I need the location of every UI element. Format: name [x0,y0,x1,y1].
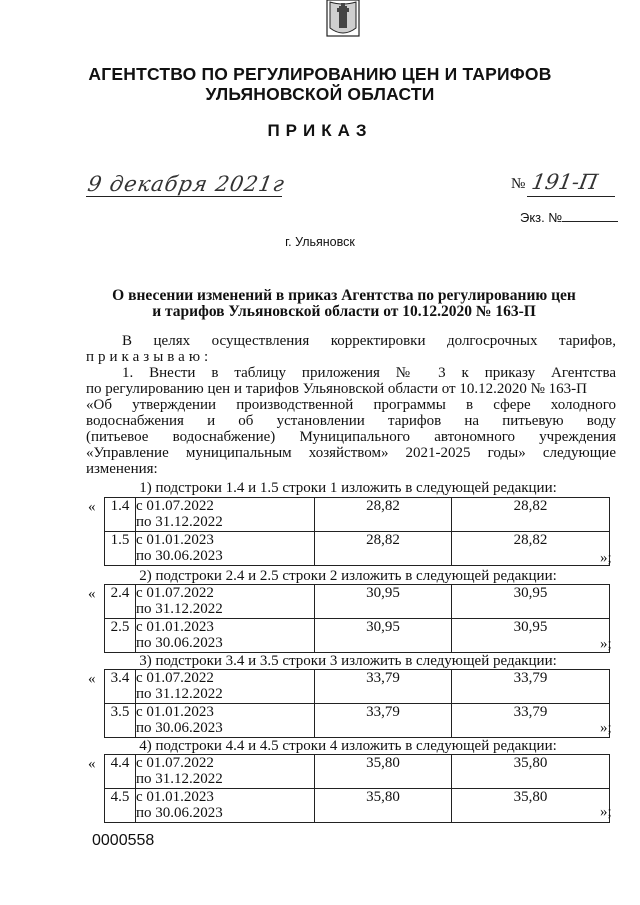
period-start: с 01.07.2022 [136,498,214,514]
close-quote: »; [600,720,612,736]
item1-line2: по регулированию цен и тарифов Ульяновской области от 10.12.2020 № 163-П [86,381,587,397]
document-type: ПРИКАЗ [267,121,373,140]
tariff-value: 35,80 [315,755,452,789]
subsection-heading: 4) подстроки 4.4 и 4.5 строки 4 изложить в следующей редакции: [139,738,557,754]
document-serial-number: 0000558 [92,832,155,849]
table-row [105,670,610,704]
tariff-value: 35,80 [452,789,610,823]
period-end: по 30.06.2023 [136,720,223,736]
period-start: с 01.07.2022 [136,585,214,601]
period-end: по 30.06.2023 [136,548,223,564]
open-quote: « [88,756,96,772]
tariff-table [104,584,610,653]
period-start: с 01.01.2023 [136,789,214,805]
tariff-value: 30,95 [315,585,452,619]
item1-line3: «Об утверждении производственной программы в сфере холодного [86,397,616,413]
tariff-value: 28,82 [452,532,610,566]
subject-line2: и тарифов Ульяновской области от 10.12.2020 № 163-П [152,303,536,320]
tariff-value: 28,82 [452,498,610,532]
period-end: по 31.12.2022 [136,514,223,530]
table-row [105,789,610,823]
close-quote: »; [600,804,612,820]
row-number: 2.5 [105,619,136,653]
row-number: 2.4 [105,585,136,619]
period-cell [136,704,315,738]
handwritten-number: 191-П [529,170,600,194]
open-quote: « [88,671,96,687]
copy-number-label: Экз. № [520,210,563,225]
tariff-value: 30,95 [452,619,610,653]
table-row [105,498,610,532]
tariff-value: 35,80 [452,755,610,789]
agency-name-line1: АГЕНТСТВО ПО РЕГУЛИРОВАНИЮ ЦЕН И ТАРИФОВ [88,64,552,84]
period-end: по 31.12.2022 [136,601,223,617]
table-row [105,755,610,789]
city: г. Ульяновск [285,235,355,249]
tariff-value: 33,79 [452,670,610,704]
table-row [105,619,610,653]
tariff-table [104,754,610,823]
row-number: 1.4 [105,498,136,532]
open-quote: « [88,586,96,602]
period-cell [136,498,315,532]
period-cell [136,619,315,653]
tariff-value: 33,79 [315,670,452,704]
row-number: 4.4 [105,755,136,789]
intro-line2: приказываю: [86,349,213,365]
copy-number-field [520,210,618,225]
open-quote: « [88,499,96,515]
period-cell [136,755,315,789]
intro-line1: В целях осуществления корректировки долгосрочных тарифов, [122,333,616,349]
item1-line5: (питьевое водоснабжение) Муниципального автономного учреждения [86,429,616,445]
agency-name-line2: УЛЬЯНОВСКОЙ ОБЛАСТИ [205,84,435,104]
table-row [105,704,610,738]
period-cell [136,670,315,704]
close-quote: »; [600,636,612,652]
tariff-value: 30,95 [315,619,452,653]
subject-line1: О внесении изменений в приказ Агентства по регулированию цен [112,287,576,304]
period-end: по 31.12.2022 [136,686,223,702]
item1-line1: 1. Внести в таблицу приложения № 3 к приказу Агентства [122,365,616,381]
tariff-value: 28,82 [315,498,452,532]
row-number: 3.4 [105,670,136,704]
number-underline [527,196,615,197]
tariff-value: 33,79 [452,704,610,738]
subsection-heading: 1) подстроки 1.4 и 1.5 строки 1 изложить в следующей редакции: [139,480,557,496]
period-end: по 31.12.2022 [136,771,223,787]
tariff-value: 28,82 [315,532,452,566]
tariff-table [104,669,610,738]
table-row [105,532,610,566]
table-row [105,585,610,619]
period-start: с 01.07.2022 [136,755,214,771]
date-underline [86,196,282,197]
row-number: 3.5 [105,704,136,738]
period-start: с 01.01.2023 [136,704,214,720]
period-start: с 01.01.2023 [136,532,214,548]
item1-line7: изменения: [86,461,158,477]
row-number: 4.5 [105,789,136,823]
tariff-value: 33,79 [315,704,452,738]
period-cell [136,532,315,566]
handwritten-date: 9 декабря 2021г [85,172,287,196]
period-cell [136,585,315,619]
period-start: с 01.01.2023 [136,619,214,635]
tariff-table [104,497,610,566]
coat-of-arms-icon [326,0,360,40]
item1-line4: водоснабжения и об установлении тарифов на питьевую воду [86,413,616,429]
copy-number-blank [562,210,618,222]
tariff-value: 35,80 [315,789,452,823]
period-start: с 01.07.2022 [136,670,214,686]
row-number: 1.5 [105,532,136,566]
subsection-heading: 3) подстроки 3.4 и 3.5 строки 3 изложить в следующей редакции: [139,653,557,669]
close-quote: »; [600,550,612,566]
tariff-value: 30,95 [452,585,610,619]
item1-line6: «Управление муниципальным хозяйством» 2021-2025 годы» следующие [86,445,616,461]
number-sign: № [511,176,526,192]
period-end: по 30.06.2023 [136,805,223,821]
period-end: по 30.06.2023 [136,635,223,651]
period-cell [136,789,315,823]
subsection-heading: 2) подстроки 2.4 и 2.5 строки 2 изложить в следующей редакции: [139,568,557,584]
